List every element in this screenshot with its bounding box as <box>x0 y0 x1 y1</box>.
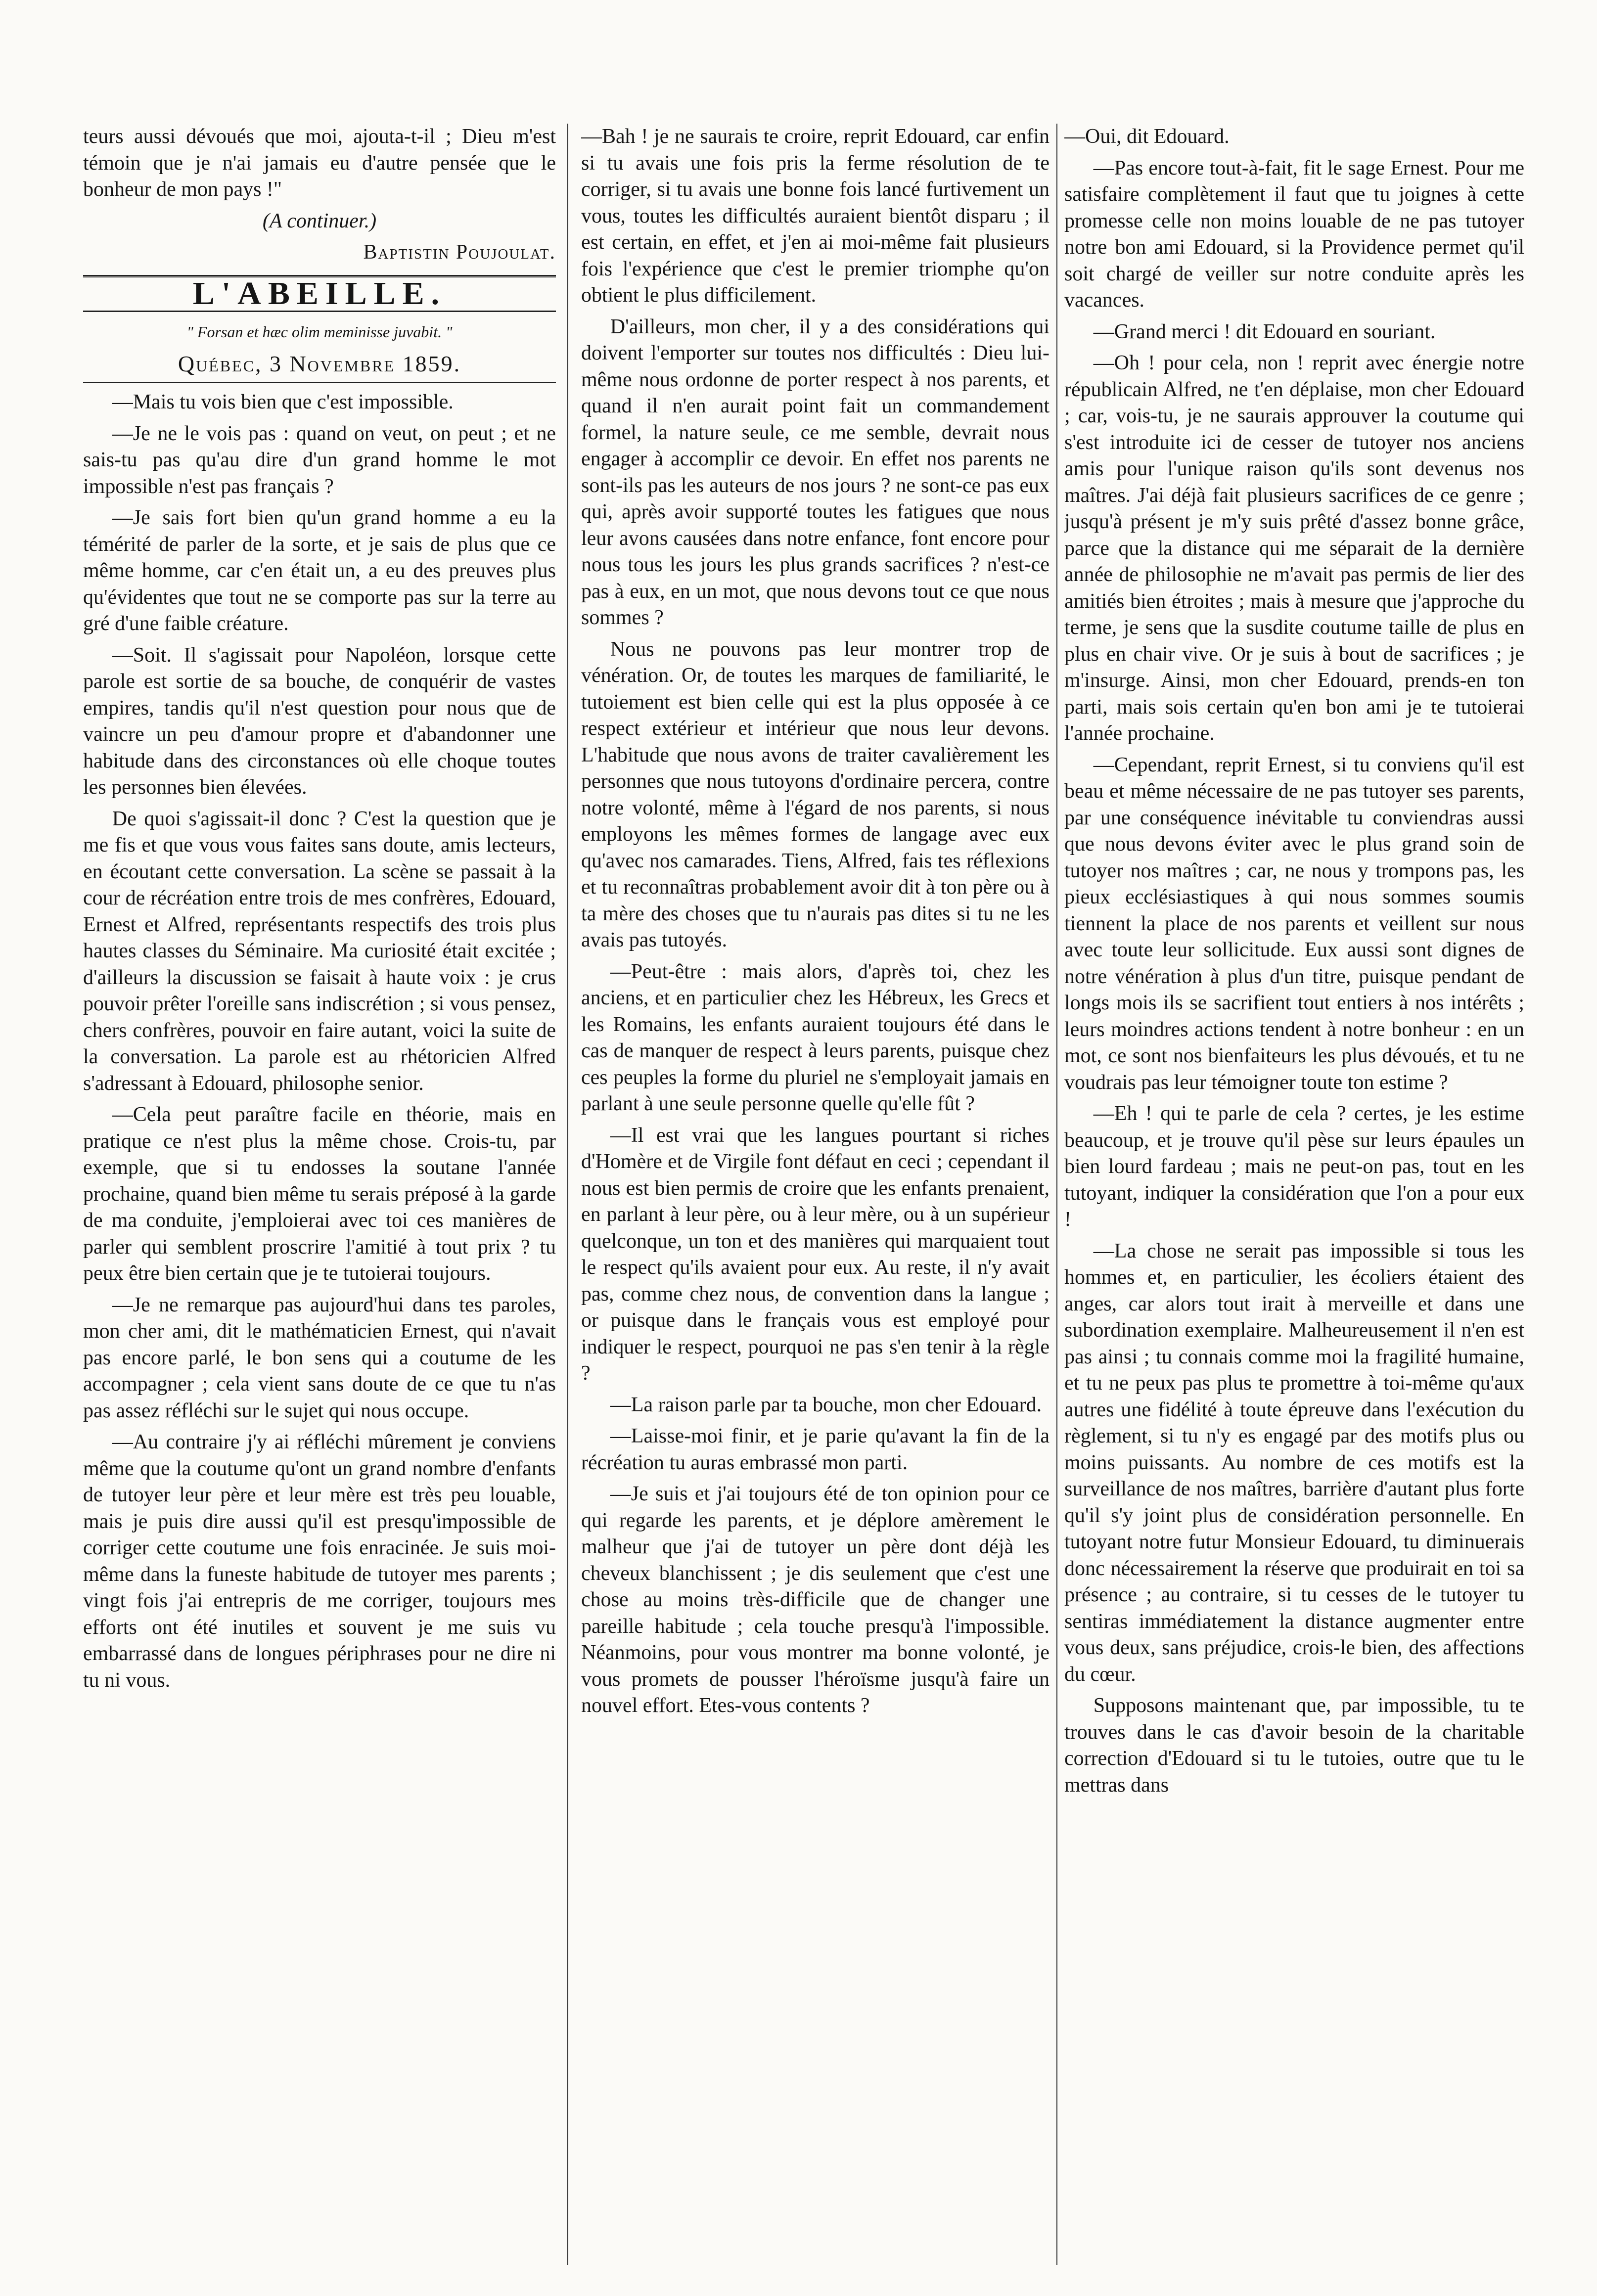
paragraph: —Cependant, reprit Ernest, si tu conviens qu'il est beau et même nécessaire de ne pas tutoyer ses parents, par une conséquence inévitable tu conviendras aussi que nous devons éviter avec le plus grand soin de tutoyer nos maîtres ; car, ne nous y trompons pas, les pieux ecclésiastiques à qui nous sommes soumis tiennent la place de nos parents et veillent sur nous avec toute leur sollicitude. Eux aussi sont dignes de notre vénération à plus d'un titre, puisque pendant de longs mois ils se sacrifient tout entiers à nos intérêts ; leurs moindres actions tendent à notre bonheur : en un mot, ce sont nos bienfaiteurs les plus dévoués, et tu ne voudrais pas leur témoigner toute ton estime ? <box>1064 753 1524 1094</box>
column-2 <box>581 124 1049 2265</box>
paragraph: —Bah ! je ne saurais te croire, reprit Edouard, car enfin si tu avais une fois pris la ferme résolution de te corriger, si tu avais une bonne fois lancé furtivement un vous, toutes les difficultés auraient bientôt disparu ; il est certain, en effet, et j'en ai moi-même fait plusieurs fois l'expérience que c'est le premier triomphe qu'on obtient le plus difficilement. <box>581 125 1049 307</box>
column-3 <box>1064 124 1524 2265</box>
paragraph: Nous ne pouvons pas leur montrer trop de vénération. Or, de toutes les marques de familiarité, le tutoiement est bien celle qui est la plus opposée à ce respect extérieur et intérieur que nous leur devons. L'habitude que nous avons de traiter cavalièrement les personnes que nous tutoyons d'ordinaire percera, contre notre volonté, même à l'égard de nos parents, si nous employons les mêmes formes de langage avec eux qu'avec nos camarades. Tiens, Alfred, fais tes réflexions et tu reconnaîtras probablement avoir dit à ton père ou à ta mère des choses que tu n'aurais pas dites si tu ne les avais pas tutoyés. <box>581 637 1049 951</box>
column-rule <box>1056 124 1057 2265</box>
paragraph: De quoi s'agissait-il donc ? C'est la question que je me fis et que vous vous faites sans doute, amis lecteurs, en écoutant cette conversation. La scène se passait à la cour de récréation entre trois de mes confrères, Edouard, Ernest et Alfred, représentants respectifs des trois plus hautes classes du Séminaire. Ma curiosité était excitée ; d'ailleurs la discussion se faisait à haute voix : je crus pouvoir prêter l'oreille sans indiscrétion ; si vous pensez, chers confrères, pouvoir en faire autant, voici la suite de la conversation. La parole est au rhétoricien Alfred s'adressant à Edouard, philosophe senior. <box>83 807 556 1095</box>
paragraph: Supposons maintenant que, par impossible, tu te trouves dans le cas d'avoir besoin de la charitable correction d'Edouard si tu le tutoies, outre que tu le mettras dans <box>1064 1694 1524 1797</box>
paragraph: D'ailleurs, mon cher, il y a des considérations qui doivent l'emporter sur toutes nos difficultés : Dieu lui-même nous ordonne de porter respect à nos parents, et quand il n'en aurait point fait un commandement formel, la nature seule, ce me semble, devrait nous engager à accomplir ce devoir. En effet nos parents ne sont-ils pas les auteurs de nos jours ? ne sont-ce pas eux qui, après avoir supporté toutes les fatigues que nous leur avons causées dans notre enfance, font encore pour nous tous les jours les plus grands sacrifices ? n'est-ce pas à eux, en un mot, que nous devons tout ce que nous sommes ? <box>581 315 1049 629</box>
paragraph: —Mais tu vois bien que c'est impossible. <box>112 391 454 413</box>
paragraph: —Au contraire j'y ai réfléchi mûrement je conviens même que la coutume qu'ont un grand nombre d'enfants de tutoyer leur père et leur mère est très peu louable, mais je puis dire aussi qu'il est presqu'impossible de corriger cette coutume une fois enracinée. Je suis moi-même dans la funeste habitude de tutoyer mes parents ; vingt fois j'ai entrepris de me corriger, toujours mes efforts ont été inutiles et souvent je me suis vu embarrassé dans de longues périphrases pour ne dire ni tu ni vous. <box>83 1431 556 1692</box>
paragraph: —Je ne remarque pas aujourd'hui dans tes paroles, mon cher ami, dit le mathématicien Ernest, qui n'avait pas encore parlé, le bon sens qui a coutume de les accompagner ; cela vient sans doute de ce que tu n'as pas assez réfléchi sur le sujet qui nous occupe. <box>83 1293 556 1422</box>
paragraph: —Laisse-moi finir, et je parie qu'avant la fin de la récréation tu auras embrassé mon parti. <box>581 1425 1049 1474</box>
column-1 <box>83 124 556 2265</box>
column-rule <box>567 124 568 2265</box>
paragraph: —Oui, dit Edouard. <box>1064 125 1230 148</box>
paragraph: —Peut-être : mais alors, d'après toi, chez les anciens, et en particulier chez les Hébreux, les Grecs et les Romains, les enfants auraient toujours été dans le cas de manquer de respect à leurs parents, puisque chez ces peuples la forme du pluriel ne s'employait jamais en parlant à une seule personne quelle qu'elle fût ? <box>581 960 1049 1115</box>
paragraph: —Pas encore tout-à-fait, fit le sage Ernest. Pour me satisfaire complètement il faut que tu joignes à cette promesse celle non moins louable de ne pas tutoyer notre bon ami Edouard, si la Providence permet qu'il soit chargé de veiller sur notre conduite après les vacances. <box>1064 156 1524 312</box>
paragraph: —Soit. Il s'agissait pour Napoléon, lorsque cette parole est sortie de sa bouche, de conquérir de vastes empires, tandis qu'il n'est question pour nous que de vaincre un peu d'amour propre et d'abandonner une habitude dans des circonstances où elle choque toutes les personnes bien élevées. <box>83 643 556 799</box>
paragraph: —La raison parle par ta bouche, mon cher Edouard. <box>610 1393 1042 1416</box>
dateline: Québec, 3 Novembre 1859. <box>178 351 461 376</box>
motto: " Forsan et hæc olim meminisse juvabit. " <box>186 323 453 341</box>
to-be-continued: (A continuer.) <box>262 209 377 232</box>
paragraph: —Grand merci ! dit Edouard en souriant. <box>1093 320 1436 343</box>
article-end-paragraph: teurs aussi dévoués que moi, ajouta-t-il ; Dieu m'est témoin que je n'ai jamais eu d'autre pensée que le bonheur de mon pays !" <box>83 125 556 201</box>
masthead-title: L'ABEILLE. <box>192 275 447 312</box>
paragraph: —Il est vrai que les langues pourtant si riches d'Homère et de Virgile font défaut en ceci ; cependant il nous est bien permis de croire que les enfants prenaient, en parlant à leur père, ou à leur mère, ou à un supérieur quelconque, un ton et des manières qui marquaient tout le respect qu'ils avaient pour eux. Au reste, il n'y avait pas, comme chez nous, de convention dans la langue ; or puisque dans le français vous est employé pour indiquer le respect, pourquoi ne pas s'en tenir à la règle ? <box>581 1124 1049 1385</box>
paragraph: —Je suis et j'ai toujours été de ton opinion pour ce qui regarde les parents, et je déplore amèrement le malheur que j'ai de tutoyer un père dont déjà les cheveux blanchissent ; je dis seulement que c'est une chose au moins très-difficile que de changer une pareille habitude ; cela touche presqu'à l'impossible. Néanmoins, pour vous montrer ma bonne volonté, je vous promets de pousser l'héroïsme jusqu'à faire un nouvel effort. Etes-vous contents ? <box>581 1483 1049 1717</box>
paragraph: —Je ne le vois pas : quand on veut, on peut ; et ne sais-tu pas qu'au dire d'un grand homme le mot impossible n'est pas français ? <box>83 422 556 498</box>
divider <box>83 382 556 383</box>
author-signature: Baptistin Poujoulat. <box>363 241 556 264</box>
masthead <box>83 275 556 313</box>
paragraph: —Oh ! pour cela, non ! reprit avec énergie notre républicain Alfred, ne t'en déplaise, mon cher Edouard ; car, vois-tu, je ne saurais approuver la coutume qui s'est introduite ici de cesser de tutoyer nos anciens amis pour l'unique raison qu'ils sont devenus nos maîtres. J'ai déjà fait plusieurs sacrifices de ce genre ; jusqu'à présent je m'y suis prêté d'assez bonne grâce, parce que la distance qui me séparait de la dernière année de philosophie ne m'avait pas permis de lier des amitiés bien étroites ; mais à mesure que j'approche du terme, je sens que la susdite coutume taille de plus en plus en chair vive. Or je suis à bout de sacrifices ; je m'insurge. Ainsi, mon cher Edouard, prends-en ton parti, mais sois certain qu'en bon ami je te tutoierai l'année prochaine. <box>1064 352 1524 745</box>
paragraph: —Eh ! qui te parle de cela ? certes, je les estime beaucoup, et je trouve qu'il pèse sur leurs épaules un bien lourd fardeau ; mais ne peut-on pas, tout en les tutoyant, indiquer la considération que l'on a pour eux ! <box>1064 1102 1524 1231</box>
paragraph: —Cela peut paraître facile en théorie, mais en pratique ce n'est plus la même chose. Crois-tu, par exemple, que si tu endosses la soutane l'année prochaine, quand bien même tu serais préposé à la garde de ma conduite, j'emploierai avec toi ces manières de parler qui semblent proscrire l'amitié à tout prix ? tu peux être bien certain que je te tutoierai toujours. <box>83 1103 556 1285</box>
paragraph: —La chose ne serait pas impossible si tous les hommes et, en particulier, les écoliers étaient des anges, car alors tout irait à merveille et dans une subordination exemplaire. Malheureusement il n'en est pas ainsi ; tu connais comme moi la fragilité humaine, et tu ne peux pas plus te promettre à toi-même qu'aux autres une fidélité à toute épreuve dans l'exécution du règlement, si tu n'y es engagé par des motifs plus ou moins puissants. Au nombre de ces motifs est la surveillance de nos maîtres, barrière d'autant plus forte qu'il s'y joint plus de considération personnelle. En tutoyant notre futur Monsieur Edouard, tu diminuerais donc nécessairement la réserve que produirait en toi sa présence ; au contraire, si tu cesses de le tutoyer tu sentiras immédiatement la distance augmenter entre vous deux, sans préjudice, crois-le bien, des affections du cœur. <box>1064 1239 1524 1686</box>
paragraph: —Je sais fort bien qu'un grand homme a eu la témérité de parler de la sorte, et je sais de plus que ce même homme, car c'en était un, a eu des preuves plus qu'évidentes que tout ne se comporte pas sur la terre au gré d'une faible créature. <box>83 506 556 635</box>
